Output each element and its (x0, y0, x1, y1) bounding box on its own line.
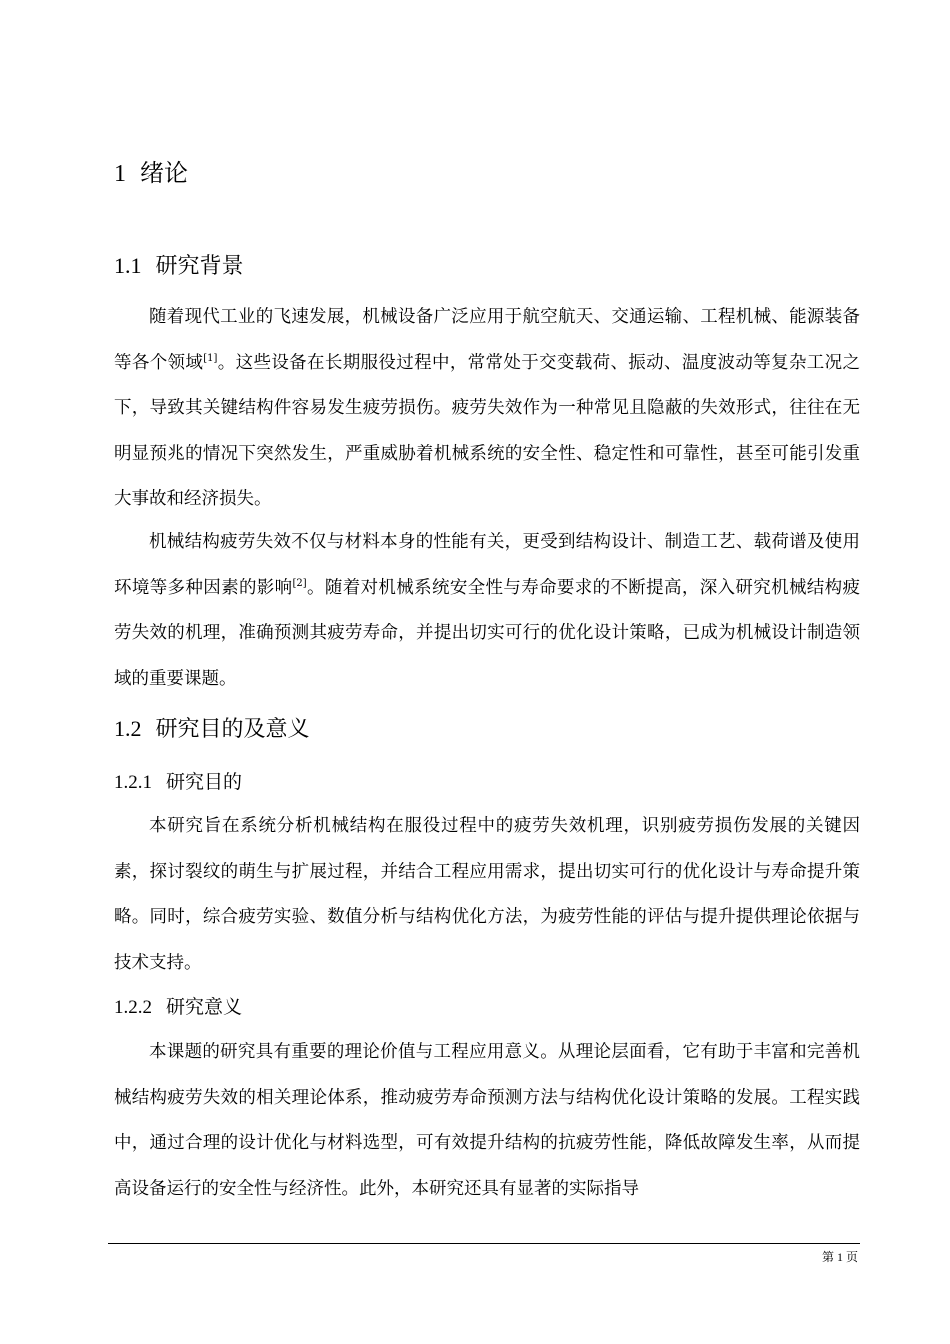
subsection-heading-significance (114, 992, 242, 1023)
footer-divider (108, 1243, 860, 1244)
subsection-number: 1.2.2 (114, 997, 152, 1018)
citation-marker: [2] (292, 577, 307, 589)
section-heading-purpose (114, 713, 310, 746)
chapter-heading (114, 156, 188, 191)
paragraph-significance: 本课题的研究具有重要的理论价值与工程应用意义。从理论层面看，它有助于丰富和完善机械结构疲劳失效的相关理论体系，推动疲劳寿命预测方法与结构优化设计策略的发展。工程实践中，通过合理的设计优化与材料选型，可有效提升结构的抗疲劳性能，降低故障发生率，从而提高设备运行的安全性与经济性。此外，本研究还具有显著的实际指导 (114, 1042, 860, 1199)
section-number: 1.1 (114, 253, 142, 278)
page-number: 第 1 页 (821, 1250, 858, 1264)
paragraph-text: 。这些设备在长期服役过程中，常常处于交变载荷、振动、温度波动等复杂工况之下，导致其关键结构件容易发生疲劳损伤。疲劳失效作为一种常见且隐蔽的失效形式，往往在无明显预兆的情况下突然发生，严重威胁着机械系统的安全性、稳定性和可靠性，甚至可能引发重大事故和经济损失。 (114, 352, 860, 509)
section-heading-background (114, 250, 244, 283)
subsection-title: 研究目的 (166, 771, 243, 793)
paragraph-text: 随着现代工业的飞速发展，机械设备广泛应用于航空航天、交通运输、工程机械、能源装备等各个领域 (114, 307, 860, 373)
paragraph-background-1 (114, 295, 860, 523)
paragraph-background-2 (114, 520, 860, 702)
paragraph-objective: 本研究旨在系统分析机械结构在服役过程中的疲劳失效机理，识别疲劳损伤发展的关键因素，探讨裂纹的萌生与扩展过程，并结合工程应用需求，提出切实可行的优化设计与寿命提升策略。同时，综合疲劳实验、数值分析与结构优化方法，为疲劳性能的评估与提升提供理论依据与技术支持。 (114, 816, 860, 973)
chapter-number: 1 (114, 161, 126, 187)
subsection-title: 研究意义 (166, 996, 243, 1018)
subsection-heading-objective (114, 767, 242, 798)
section-title: 研究背景 (155, 254, 244, 279)
paragraph-text: 。随着对机械系统安全性与寿命要求的不断提高，深入研究机械结构疲劳失效的机理，准确预测其疲劳寿命，并提出切实可行的优化设计策略，已成为机械设计制造领域的重要课题。 (114, 577, 861, 689)
section-number: 1.2 (114, 716, 142, 741)
chapter-title: 绪论 (140, 159, 188, 187)
citation-marker: [1] (203, 352, 218, 364)
subsection-number: 1.2.1 (114, 772, 152, 793)
paragraph-text: 机械结构疲劳失效不仅与材料本身的性能有关，更受到结构设计、制造工艺、载荷谱及使用环境等多种因素的影响 (114, 532, 860, 598)
section-title: 研究目的及意义 (155, 717, 310, 742)
